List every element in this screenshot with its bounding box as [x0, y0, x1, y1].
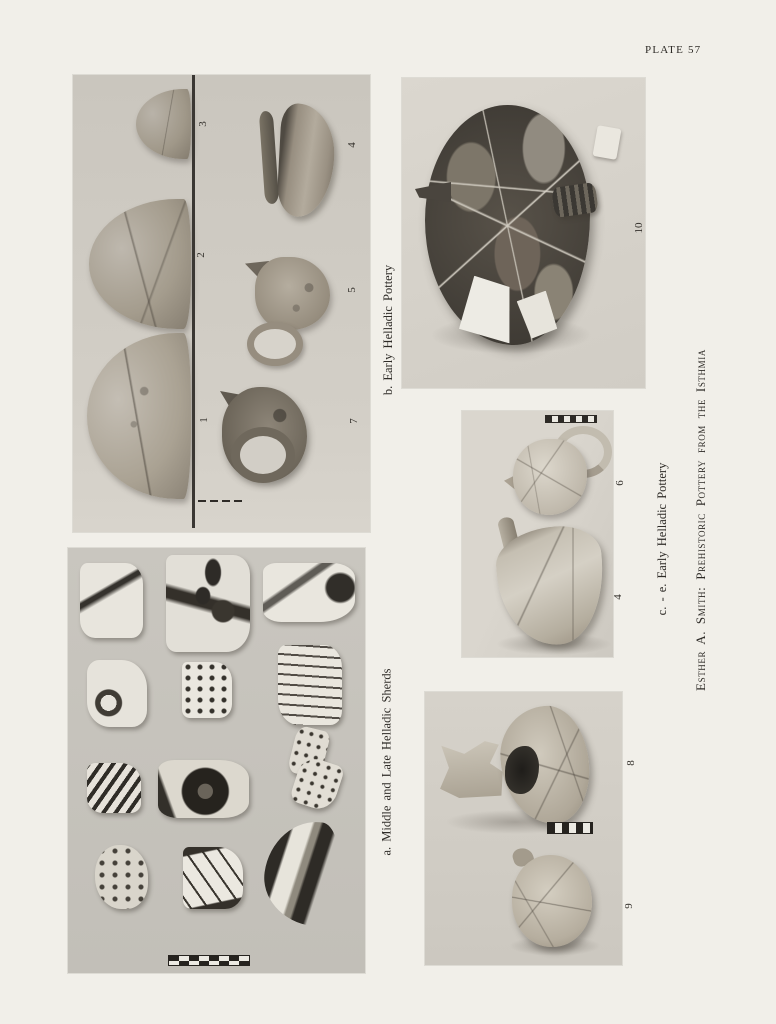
figure-number-1: 1 [198, 417, 210, 423]
photo-broken-pots [425, 692, 622, 965]
photo-large-fragmented-bowl [402, 78, 645, 388]
support-block-prop [592, 125, 621, 160]
caption-a: a. Middle and Late Helladic Sherds [379, 668, 394, 856]
bowl-3 [136, 89, 191, 159]
jug-5-handle [247, 322, 303, 366]
support-cylinder-prop [551, 182, 599, 218]
sherd [80, 563, 143, 638]
photo-jug-and-bowl [462, 411, 613, 657]
photo-early-helladic-pottery [73, 75, 370, 532]
bowl-4-body [276, 103, 337, 219]
sherd-dotted [182, 662, 232, 718]
figure-number-9: 9 [623, 903, 635, 909]
sherd-curved-bands [258, 815, 344, 928]
figure-number-4b: 4 [612, 594, 624, 600]
scale-bar [547, 822, 593, 834]
figure-number-7: 7 [348, 418, 360, 424]
scale-bar [545, 415, 597, 423]
figure-number-8: 8 [625, 760, 637, 766]
figure-number-3: 3 [197, 121, 209, 127]
sherd-wavy-bands [278, 645, 342, 725]
jug-6-body [513, 439, 587, 515]
sherd-ring-motif [158, 760, 249, 818]
plate-number-label: PLATE 57 [645, 44, 702, 56]
photo-helladic-sherds [68, 548, 365, 973]
scale-bar [198, 498, 244, 503]
jug-7-handle [231, 427, 295, 483]
sherd [263, 563, 355, 622]
bowl-4-rim-sherd [259, 111, 279, 205]
figure-number-10: 10 [633, 222, 645, 234]
sherd-with-handle [87, 660, 147, 727]
sherd-speckled [95, 845, 148, 909]
bowl-1 [87, 333, 191, 499]
figure-number-2: 2 [195, 252, 207, 258]
caption-b: b. Early Helladic Pottery [381, 264, 395, 396]
jug-5-body [255, 257, 330, 330]
caption-c-e: c. - e. Early Helladic Pottery [655, 462, 669, 616]
photo-divider-line [192, 75, 195, 528]
figure-number-6: 6 [614, 480, 626, 486]
sherd-zigzag [87, 763, 141, 813]
figure-number-5: 5 [346, 287, 358, 293]
bowl-2 [89, 199, 191, 329]
scale-bar [168, 955, 250, 966]
bowl-4-body [493, 523, 609, 650]
pot-9-body [512, 855, 592, 947]
author-title-line: Esther A. Smith: Prehistoric Pottery from the Isthmia [693, 349, 708, 691]
sherd-banded [183, 847, 243, 909]
sherd [166, 555, 250, 652]
figure-number-4: 4 [346, 142, 358, 148]
vessel-8-pedestal-foot [440, 740, 504, 798]
